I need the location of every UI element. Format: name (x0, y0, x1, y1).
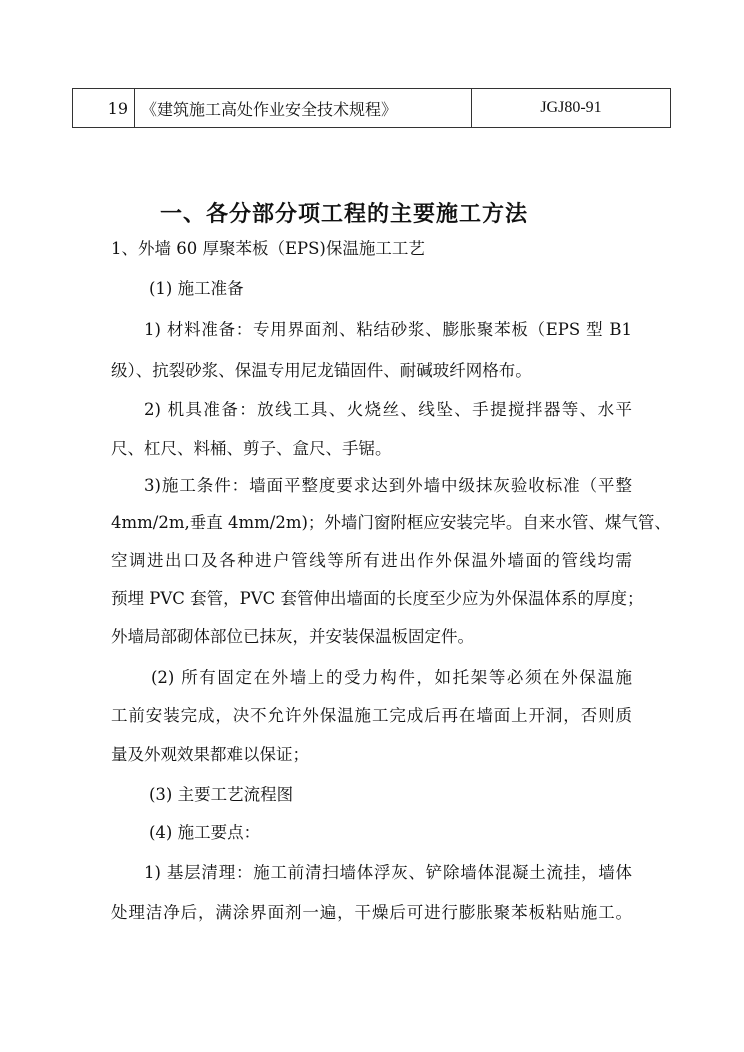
text-line: 空调进出口及各种进户管线等所有进出作外保温外墙面的管线均需 (111, 551, 632, 570)
text-line: (2) 所有固定在外墙上的受力构件，如托架等必须在外保温施 (151, 668, 632, 687)
text-line: 2) 机具准备：放线工具、火烧丝、线坠、手提搅拌器等、水平 (144, 400, 632, 419)
text-line: 量及外观效果都难以保证； (111, 745, 309, 764)
standard-name: 《建筑施工高处作业安全技术规程》 (135, 89, 472, 128)
text-line: 1) 材料准备：专用界面剂、粘结砂浆、膨胀聚苯板（EPS 型 B1 (144, 320, 632, 339)
text-line: 4mm/2m,垂直 4mm/2m)；外墙门窗附框应安装完毕。自来水管、煤气管、 (111, 513, 671, 532)
row-number: 19 (73, 89, 135, 128)
text-line: 1) 基层清理：施工前清扫墙体浮灰、铲除墙体混凝土流挂，墙体 (144, 863, 632, 882)
text-line: (4) 施工要点： (149, 823, 261, 842)
standard-code: JGJ80-91 (472, 89, 671, 128)
text-line: (1) 施工准备 (149, 279, 244, 298)
text-line: 处理洁净后，满涂界面剂一遍，干燥后可进行膨胀聚苯板粘贴施工。 (111, 903, 632, 922)
text-line: 级）、抗裂砂浆、保温专用尼龙锚固件、耐碱玻纤网格布。 (111, 361, 532, 380)
text-line: 尺、杠尺、料桶、剪子、盒尺、手锯。 (111, 439, 392, 458)
section-heading: 一、各分部分项工程的主要施工方法 (160, 202, 529, 227)
standards-table (72, 88, 671, 128)
text-line: 预埋 PVC 套管，PVC 套管伸出墙面的长度至少应为外保温体系的厚度； (111, 589, 644, 608)
text-line: (3) 主要工艺流程图 (149, 785, 294, 804)
text-line: 工前安装完成，决不允许外保温施工完成后再在墙面上开洞，否则质 (111, 706, 632, 725)
text-line: 3)施工条件：墙面平整度要求达到外墙中级抹灰验收标准（平整 (144, 476, 632, 495)
text-line: 1、外墙 60 厚聚苯板（EPS)保温施工工艺 (111, 239, 425, 258)
table-row (73, 89, 671, 128)
text-line: 外墙局部砌体部位已抹灰，并安装保温板固定件。 (111, 627, 474, 646)
